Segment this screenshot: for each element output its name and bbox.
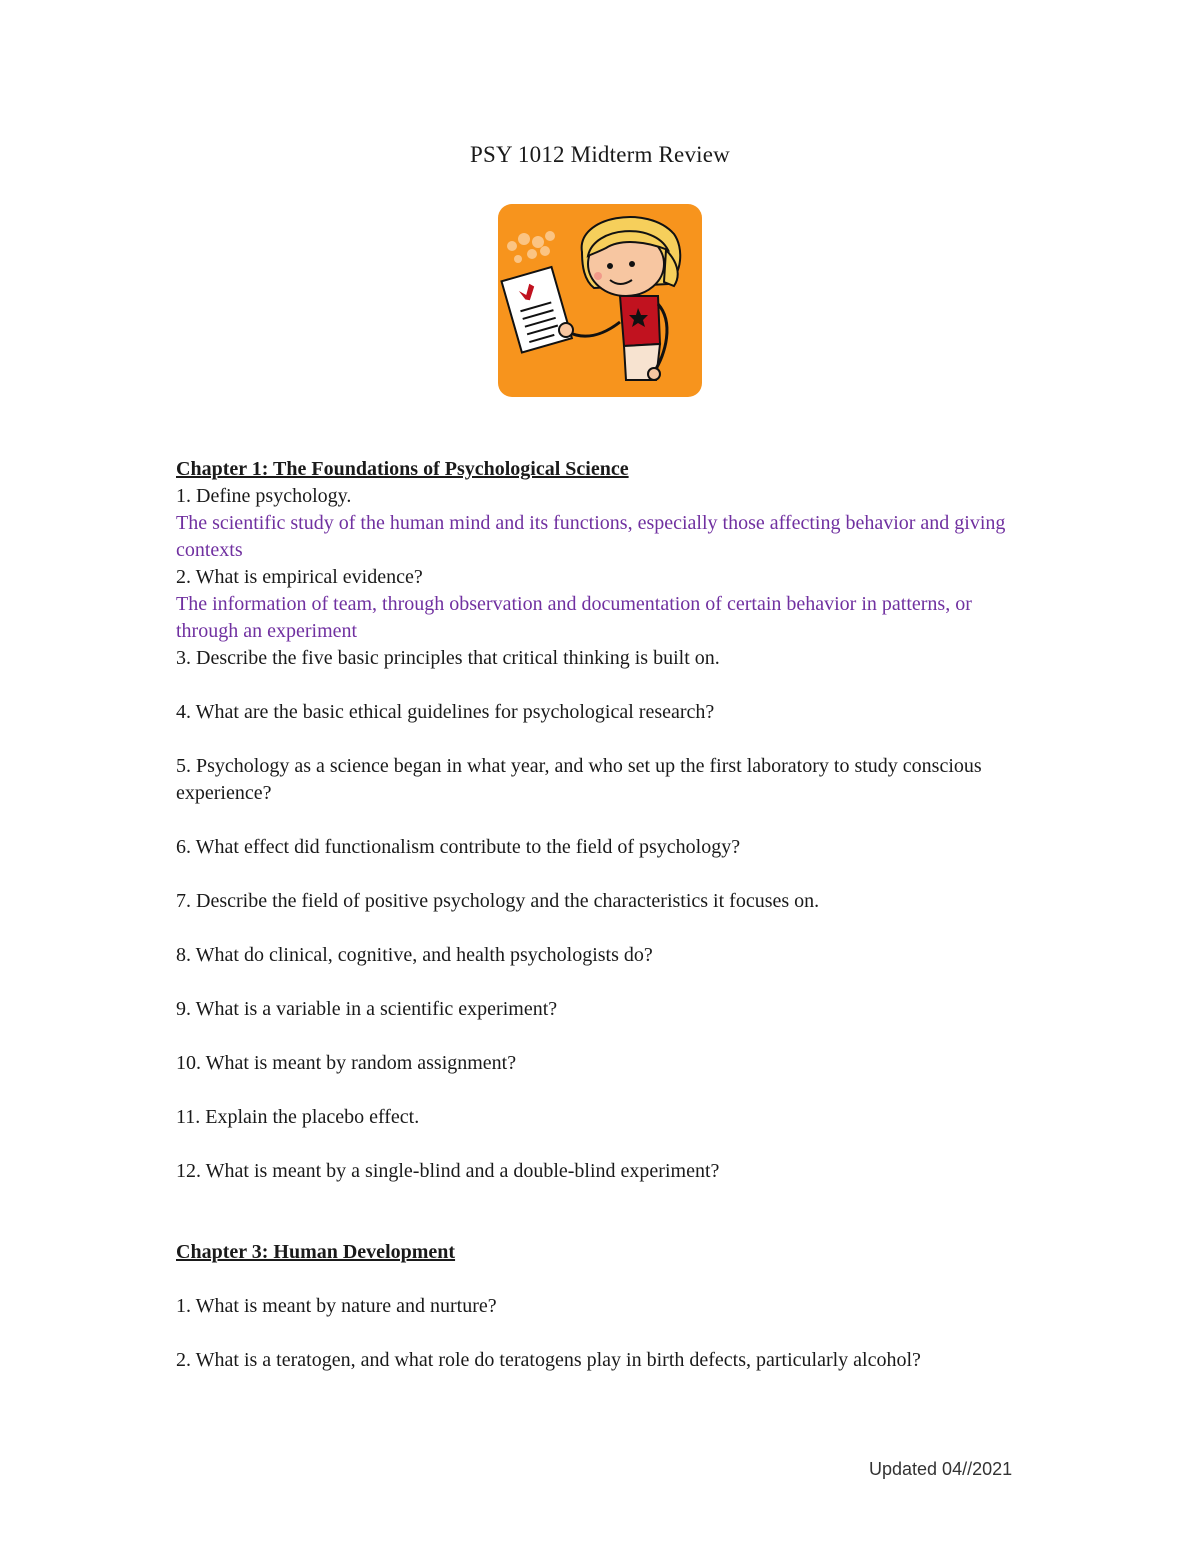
question-6: 6. What effect did functionalism contribute to the field of psychology?: [176, 836, 741, 858]
chapter-1-heading: Chapter 1: The Foundations of Psychological Science: [176, 458, 629, 480]
review-content: [176, 456, 1036, 1374]
question-9: 9. What is a variable in a scientific experiment?: [176, 998, 558, 1020]
question-2: 2. What is empirical evidence?: [176, 566, 423, 588]
answer-1: The scientific study of the human mind and its functions, especially those affecting behavior and giving contexts: [176, 512, 1006, 561]
question-12: 12. What is meant by a single-blind and a double-blind experiment?: [176, 1160, 720, 1182]
question-10: 10. What is meant by random assignment?: [176, 1052, 517, 1074]
question-11: 11. Explain the placebo effect.: [176, 1106, 420, 1128]
page-title: PSY 1012 Midterm Review: [470, 142, 730, 167]
updated-date: Updated 04//2021: [869, 1459, 1013, 1479]
question-8: 8. What do clinical, cognitive, and health psychologists do?: [176, 944, 653, 966]
question-4: 4. What are the basic ethical guidelines for psychological research?: [176, 701, 715, 723]
question-1: 1. Define psychology.: [176, 485, 352, 507]
question-3: 3. Describe the five basic principles that critical thinking is built on.: [176, 647, 720, 669]
chapter-3-heading: Chapter 3: Human Development: [176, 1241, 456, 1263]
question-5: 5. Psychology as a science began in what year, and who set up the first laboratory to study conscious experience?: [176, 755, 982, 804]
question-7: 7. Describe the field of positive psychology and the characteristics it focuses on.: [176, 890, 820, 912]
chapter-3-question-2: 2. What is a teratogen, and what role do teratogens play in birth defects, particularly alcohol?: [176, 1349, 921, 1371]
chapter-3-question-1: 1. What is meant by nature and nurture?: [176, 1295, 497, 1317]
answer-2: The information of team, through observation and documentation of certain behavior in patterns, or through an experiment: [176, 593, 972, 642]
student-holding-graded-paper-icon: [498, 204, 702, 397]
